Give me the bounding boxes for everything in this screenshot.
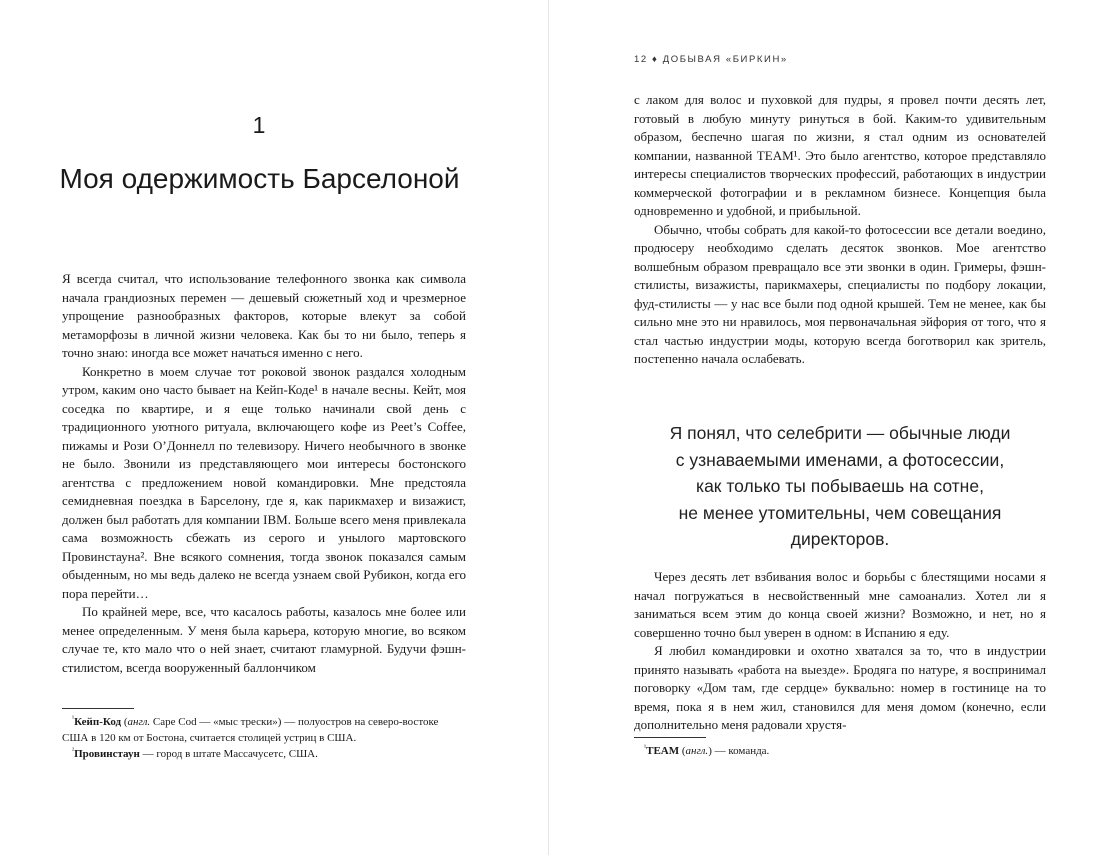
pull-quote-line: не менее утомительны, чем совещания (678, 502, 1002, 523)
footnote-2: $^{^2}$Провинстаун — город в штате Массачусетс, США. (72, 746, 318, 760)
paragraph: По крайней мере, все, что касалось работы, казалось мне более или менее определенным. У меня была карьера, которую многие, во всяком случае те, кто мало что о ней знает, считают гламурной. Будучи фэшн-стилистом, всегда вооруженный баллончиком (62, 604, 466, 675)
footnote-divider (634, 737, 706, 738)
right-body-text-bottom (634, 568, 1046, 735)
right-page (549, 0, 1102, 855)
left-page (0, 0, 549, 855)
chapter-title: Моя одержимость Барселоной (59, 163, 460, 194)
footnote-divider (62, 708, 134, 709)
pull-quote-line: с узнаваемыми именами, а фотосессии, (675, 449, 1005, 470)
pull-quote-line: директоров. (790, 529, 890, 549)
left-footnotes (62, 714, 466, 762)
right-body-text-top (634, 91, 1046, 369)
pull-quote-line: Я понял, что селебрити — обычные люди (669, 423, 1011, 443)
paragraph: Обычно, чтобы собрать для какой-то фотосессии все детали воедино, продюсеру необходимо сделать десяток звонков. Мое агентство волшебным образом превращало все эти звонки в один. Гримеры, фэшн-стилисты, визажисты, парикмахеры, специалисты по подбору локации, фуд-стилисты — у нас все были под одной крышей. Тем не менее, как бы сильно мне это ни нравилось, моя первоначальная эйфория от того, что я стал частью индустрии моды, которую всегда боготворил как зритель, постепенно начала ослабевать. (634, 221, 1046, 366)
chapter-number: 1 (252, 112, 267, 138)
paragraph: Через десять лет взбивания волос и борьбы с блестящими носами я начал погружаться в несвойственный мне самоанализ. Хотел ли я заниматься всем этим до конца своей жизни? Возможно, и нет, но я совершенно точно был уверен в одном: в Испанию я еду. (634, 569, 1046, 640)
paragraph: с лаком для волос и пуховкой для пудры, я провел почти десять лет, готовый в любую минуту ринуться в бой. Каким-то удивительным образом, беспечно шагая по жизни, я стал одним из основателей компании, названной TEAM¹. Это было агентство, которое представляло интересы специалистов творческих профессий, работающих в индустрии коммерческой фотографии и в рекламном бизнесе. Концепция была одновременно и удобной, и прибыльной. (634, 92, 1046, 218)
footnote-1: $^{^1}$TEAM (англ.) — команда. (644, 743, 770, 757)
running-head: 12 ♦ ДОБЫВАЯ «БИРКИН» (634, 54, 788, 65)
pull-quote (649, 420, 1031, 553)
pull-quote-line: как только ты побываешь на сотне, (696, 476, 984, 496)
paragraph: Я любил командировки и охотно хватался за то, что в индустрии принято называть «работа на выезде». Бродяга по натуре, я воспринимал поговорку «Дом там, где сердце» буквально: номер в гостинице на то время, пока я в нем жил, становился для меня домом (конечно, если дополнительно меня радовали хрустя- (634, 643, 1046, 732)
left-body-text (62, 270, 466, 677)
paragraph: Конкретно в моем случае тот роковой звонок раздался холодным утром, каким оно часто бывает на Кейп-Коде¹ в начале весны. Кейт, моя соседка по квартире, и я еще только начинали свой день с традиционного уютного ритуала, включающего кофе из Peet’s Coffee, пижамы и Рози О’Доннелл по телевизору. Ничего необычного в звонке не было. Звонили из представляющего мои интересы бостонского агентства с предложением новой командировки. Мне предстояла семидневная поездка в Барселону, где я, как парикмахер и визажист, должен был работать для компании IBM. Больше всего меня привлекала сама возможность сбежать из серого и унылого мартовского Провинстауна². Вне всякого сомнения, тогда звонок показался самым обыденным, но мы ведь далеко не всегда узнаем свой Рубикон, когда его пора перейти… (62, 363, 466, 601)
paragraph: Я всегда считал, что использование телефонного звонка как символа начала грандиозных перемен — дешевый сюжетный ход и чрезмерное упрощение разнообразных факторов, которые влекут за собой метаморфозы в личной жизни человека. Как бы то ни было, теперь я точно знаю: иногда все может начаться именно с него. (62, 271, 466, 360)
footnote-1: $^{^1}$Кейп-Код (англ. Cape Cod — «мыс трески») — полуостров на северо-востоке США в 120 км от Бостона, считается столицей устриц в США. (62, 714, 439, 744)
right-footnotes (634, 743, 1046, 759)
